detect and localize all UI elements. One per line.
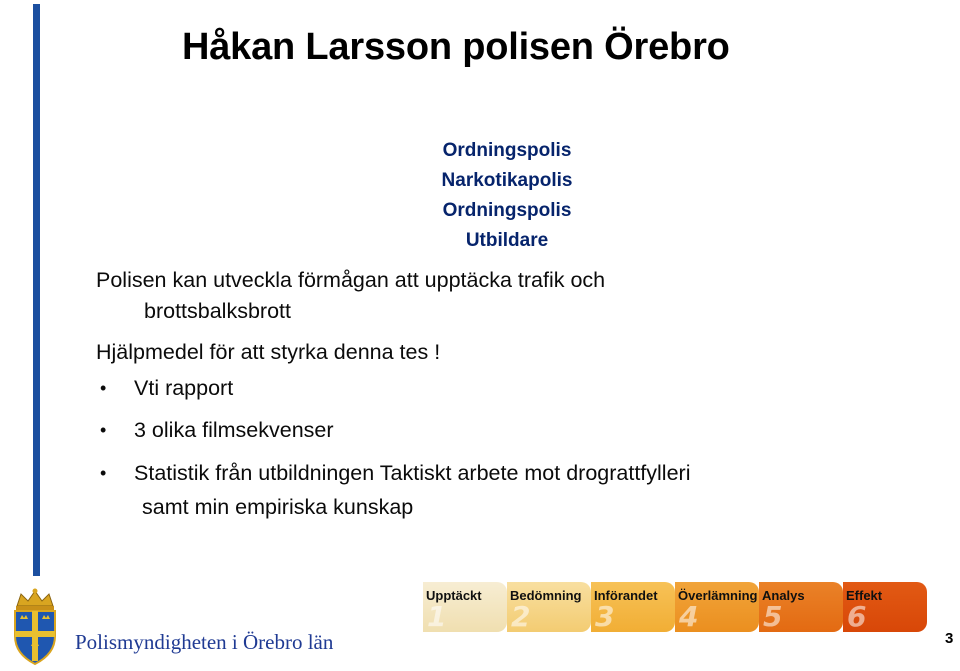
bullet-dot-icon: •: [100, 420, 107, 440]
paragraph-line: brottsbalksbrott: [144, 299, 291, 323]
paragraph-capability: [96, 265, 605, 327]
process-step-overlamning: [675, 582, 759, 632]
bullet-text: 3 olika filmsekvenser: [134, 418, 334, 442]
step-number: 5: [763, 600, 783, 632]
step-number: 6: [847, 600, 867, 632]
paragraph-line: Polisen kan utveckla förmågan att upptäcka trafik och: [96, 268, 606, 292]
role-item: Ordningspolis: [442, 140, 572, 161]
process-step-upptackt: [423, 582, 507, 632]
bullet-text: Vti rapport: [134, 376, 234, 400]
step-label: Bedömning: [510, 588, 582, 603]
process-step-bedomning: [507, 582, 591, 632]
process-step-effekt: [843, 582, 927, 632]
bullet-item: [96, 414, 690, 446]
role-item: Utbildare: [465, 230, 549, 251]
role-item: Ordningspolis: [442, 200, 572, 221]
roles-list: [400, 136, 614, 256]
bullet-text: Statistik från utbildningen Taktiskt arbete mot drograttfylleri: [134, 461, 691, 485]
footer-organization: Polismyndigheten i Örebro län: [75, 630, 334, 654]
step-number: 1: [427, 600, 447, 632]
step-number: 2: [511, 600, 531, 632]
page-number: 3: [945, 630, 954, 647]
step-label: Införandet: [594, 588, 658, 603]
bullet-item: [96, 372, 690, 404]
role-item: Narkotikapolis: [441, 170, 573, 191]
step-number: 3: [595, 600, 615, 632]
paragraph-tools: Hjälpmedel för att styrka denna tes !: [96, 340, 441, 364]
bullet-list: [96, 372, 690, 524]
slide-title: Håkan Larsson polisen Örebro: [182, 26, 730, 68]
swedish-police-crest-icon: [3, 586, 67, 668]
step-label: Upptäckt: [426, 588, 482, 603]
process-step-inforandet: [591, 582, 675, 632]
step-number: 4: [679, 600, 699, 632]
process-steps: [423, 582, 927, 632]
bullet-text-continuation: samt min empiriska kunskap: [142, 495, 414, 519]
process-step-analys: [759, 582, 843, 632]
bullet-dot-icon: •: [100, 463, 107, 483]
bullet-dot-icon: •: [100, 378, 107, 398]
step-label: Effekt: [846, 588, 883, 603]
step-label: Överlämning: [678, 588, 758, 603]
left-accent-bar: [33, 4, 40, 576]
bullet-item: [96, 456, 690, 524]
step-label: Analys: [762, 588, 805, 603]
